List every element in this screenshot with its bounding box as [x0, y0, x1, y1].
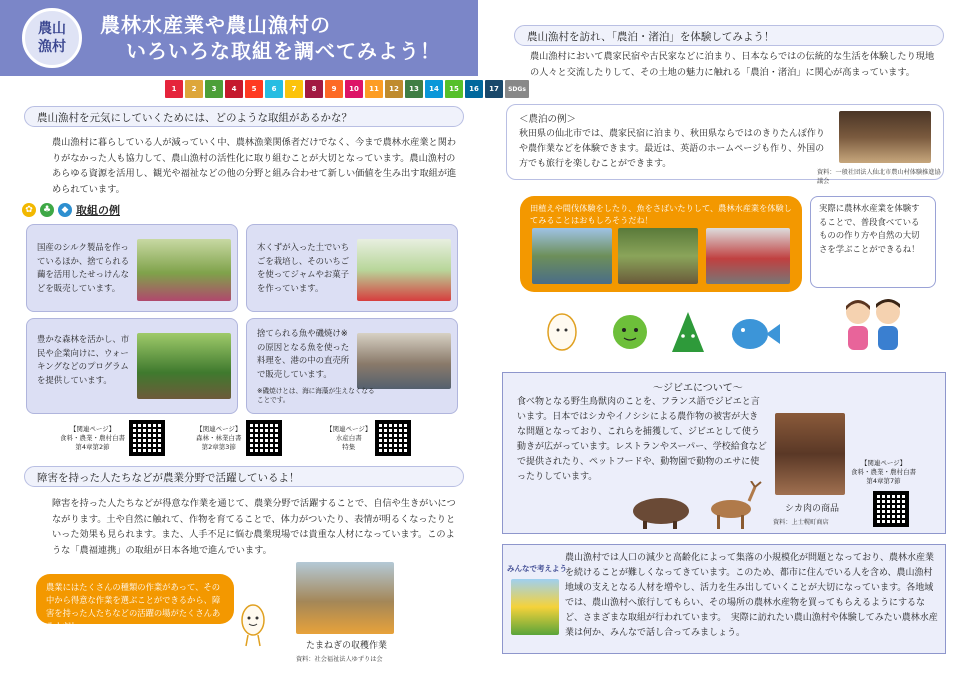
- related-label: 【関連ページ】 水産白書 特集: [326, 424, 372, 451]
- gibier-title: ～ジビエについて～: [653, 383, 743, 394]
- explanation-bubble: 農業にはたくさんの種類の作業があって、その中から得意な作業を選ぶことができるから、障害を持った人たちなどの活躍の場がたくさんあるんだ！: [36, 574, 234, 624]
- examples-heading-label: 取組の例: [76, 204, 120, 217]
- mascot-row: [540, 308, 840, 360]
- qr-code-icon[interactable]: [375, 420, 411, 456]
- rice-planting-photo: [532, 228, 612, 284]
- sdg-goal-icon: 5: [245, 80, 263, 98]
- example-card-strawberry: [246, 224, 458, 312]
- example-text: 国産のシルク製品を作っているほか、捨てられる繭を活用したせっけんなどを販売しています。: [37, 242, 130, 293]
- example-text: 捨てられる魚や磯焼け※の原因となる魚を使った料理を、港の中の直売所で販売しています。: [257, 328, 350, 379]
- strawberry-photo: [357, 239, 451, 301]
- gibier-related-label: 【関連ページ】 食料・農業・農村白書 第4章第7節: [851, 459, 916, 485]
- badge-line-1: 農山: [38, 21, 66, 37]
- badge-line-2: 漁村: [38, 39, 66, 55]
- sdg-goal-icon: 11: [365, 80, 383, 98]
- examples-heading: [22, 202, 120, 218]
- photo-caption: たまねぎの収穫作業: [306, 641, 388, 651]
- section3-text: 農山漁村において農家民宿や古民家などに泊まり、日本ならではの伝統的な生活を体験したり現地の人々と交流したりして、その土地の魅力に触れる「農泊・渚泊」に関心が高まっています。: [530, 51, 935, 78]
- example-card-forest: [26, 318, 238, 414]
- sdg-goal-icon: 17: [485, 80, 503, 98]
- qr-code-icon[interactable]: [246, 420, 282, 456]
- example-card-fish: [246, 318, 458, 414]
- case-source: 資料：一般社団法人仙北市農山村体験推進協議会: [817, 169, 941, 185]
- think-together-box: [502, 544, 946, 654]
- case-title: ＜農泊の例＞: [519, 114, 577, 125]
- fish-icon: ◆: [58, 203, 72, 217]
- sdg-goal-icon: 8: [305, 80, 323, 98]
- gibier-source: 資料：上士幌町商店: [773, 519, 829, 526]
- photo-source: 資料：社会福祉法人ゆずりは会: [296, 656, 383, 663]
- qr-code-icon[interactable]: [129, 420, 165, 456]
- children-illustration: [838, 294, 908, 354]
- qr-code-icon[interactable]: [873, 491, 909, 527]
- related-page-1: [60, 420, 165, 456]
- sdg-goal-icon: 10: [345, 80, 363, 98]
- sunflower-kids-icon: [511, 579, 559, 635]
- sdg-goal-icon: 4: [225, 80, 243, 98]
- fish-cleaning-photo: [706, 228, 790, 284]
- gibier-box: [502, 372, 946, 534]
- sdg-goal-icon: 14: [425, 80, 443, 98]
- sdg-goal-icon: 3: [205, 80, 223, 98]
- sdg-goal-icon: 2: [185, 80, 203, 98]
- fish-market-photo: [357, 333, 451, 389]
- related-page-3: [326, 420, 411, 456]
- kids-speech-bubble: 実際に農林水産業を体験することで、普段食べているものの作り方や自然の大切さを学ぶことができるね！: [810, 196, 936, 288]
- think-label: みんなで考えよう: [507, 564, 567, 573]
- section1-text: 農山漁村に暮らしている人が減っていく中、農林漁業関係者だけでなく、今まで農林水産業と関わりがなかった人も協力して、農山漁村の活性化に取り組むことが大切となっています。農山漁村のあらゆる資源を活用し、観光や福祉などの他の分野と組み合わせて新しい価値を生み出す取組が進められています。: [52, 137, 457, 195]
- category-badge: [22, 8, 82, 68]
- sdg-goal-icon: 7: [285, 80, 303, 98]
- related-page-2: [196, 420, 282, 456]
- related-label: 【関連ページ】 食料・農業・農村白書 第4章第2節: [60, 424, 125, 451]
- section2-heading: 障害を持った人たちなどが農業分野で活躍しているよ！: [24, 466, 464, 487]
- tree-icon: ♣: [40, 203, 54, 217]
- sdg-goal-icon: 13: [405, 80, 423, 98]
- farmhouse-photo: [839, 111, 931, 163]
- silk-photo: [137, 239, 231, 301]
- case-text: 秋田県の仙北市では、農家民宿に泊まり、秋田県ならではのきりたんぽ作りや農作業などを体験できます。最近は、英語のホームページも作り、外国の方でも旅行を楽しむことができます。: [519, 129, 825, 169]
- title-line-2: いろいろな取組を調べてみよう！: [126, 39, 441, 63]
- sdg-goal-icon: 16: [465, 80, 483, 98]
- gibier-text: 食べ物となる野生鳥獣肉のことを、フランス語でジビエと言います。日本ではシカやイノシシによる農作物の被害が大きな問題となっており、これらを捕獲して、ジビエとして使う動きが広がっています。レストランやスーパー、学校給食などで提供されたり、ペットフードや、動物園で動物のエサに使ったりしています。: [517, 397, 767, 482]
- title-line-1: 農林水産業や農山漁村の: [100, 13, 331, 37]
- example-text: 豊かな森林を活かし、市民や企業向けに、ウォーキングなどのプログラムを提供しています。: [37, 334, 130, 385]
- rice-mascot-icon: [238, 602, 268, 648]
- example-text: 木くずが入った土でいちごを栽培し、そのいちごを使ってジャムやお菓子を作っています。: [257, 242, 350, 293]
- sdg-goal-icon: 1: [165, 80, 183, 98]
- related-label: 【関連ページ】 森林・林業白書 第2章第3節: [196, 424, 242, 451]
- section2-text: 障害を持った人たちなどが得意な作業を通じて、農業分野で活躍することで、自信や生きがいにつながります。土や自然に触れて、作物を育てることで、体力がついたり、表情が明るくなったりといった効果も見られます。また、人手不足に悩む農業現場では貴重な人材になっています。このような「農福連携」の取組が日本各地で進んでいます。: [52, 498, 456, 556]
- sdg-goal-icon: 9: [325, 80, 343, 98]
- onion-harvest-photo: [296, 562, 394, 634]
- thinning-photo: [618, 228, 698, 284]
- gibier-caption: シカ肉の商品: [785, 504, 840, 514]
- farm-stay-example: [506, 104, 944, 185]
- experience-bubble: [520, 196, 802, 292]
- section3-heading: 農山漁村を訪れ、「農泊・渚泊」を体験してみよう！: [514, 25, 944, 46]
- experience-bubble-text: 田植えや間伐体験をしたり、魚をさばいたりして、農林水産業を体験してみることはおもしろそうだね！: [530, 203, 792, 225]
- venison-products-photo: [775, 413, 845, 495]
- boar-deer-icon: [621, 481, 771, 531]
- page-title: [100, 12, 470, 64]
- sdg-goal-icon: 6: [265, 80, 283, 98]
- think-text: 農山漁村では人口の減少と高齢化によって集落の小規模化が問題となっており、農林水産業を続けることが難しくなってきています。このため、都市に住んでいる人を含め、農山漁村地域の支えとなる人材を増やし、活力を生み出していくことが大切になっています。各地域では、農山漁村へ旅行してもらい、その場所の農林水産物を買ってもらえるようにするなど、さまざまな取組が行われています。 実際に訪れたい農山漁村や体験してみたい農林水産業は何か、みんなで話し合ってみましょう。: [565, 553, 938, 638]
- section1-heading: 農山漁村を元気にしていくためには、どのような取組があるかな？: [24, 106, 464, 127]
- sdg-goal-icon: 12: [385, 80, 403, 98]
- example-card-silk: [26, 224, 238, 312]
- sdg-goal-icon: 15: [445, 80, 463, 98]
- sdg-icon-row: [165, 80, 529, 98]
- sdg-goal-icon: SDGs: [505, 80, 529, 98]
- sun-icon: ✿: [22, 203, 36, 217]
- forest-photo: [137, 333, 231, 399]
- example-note: ※磯焼けとは、海に海藻が生えなくなることです。: [257, 387, 375, 404]
